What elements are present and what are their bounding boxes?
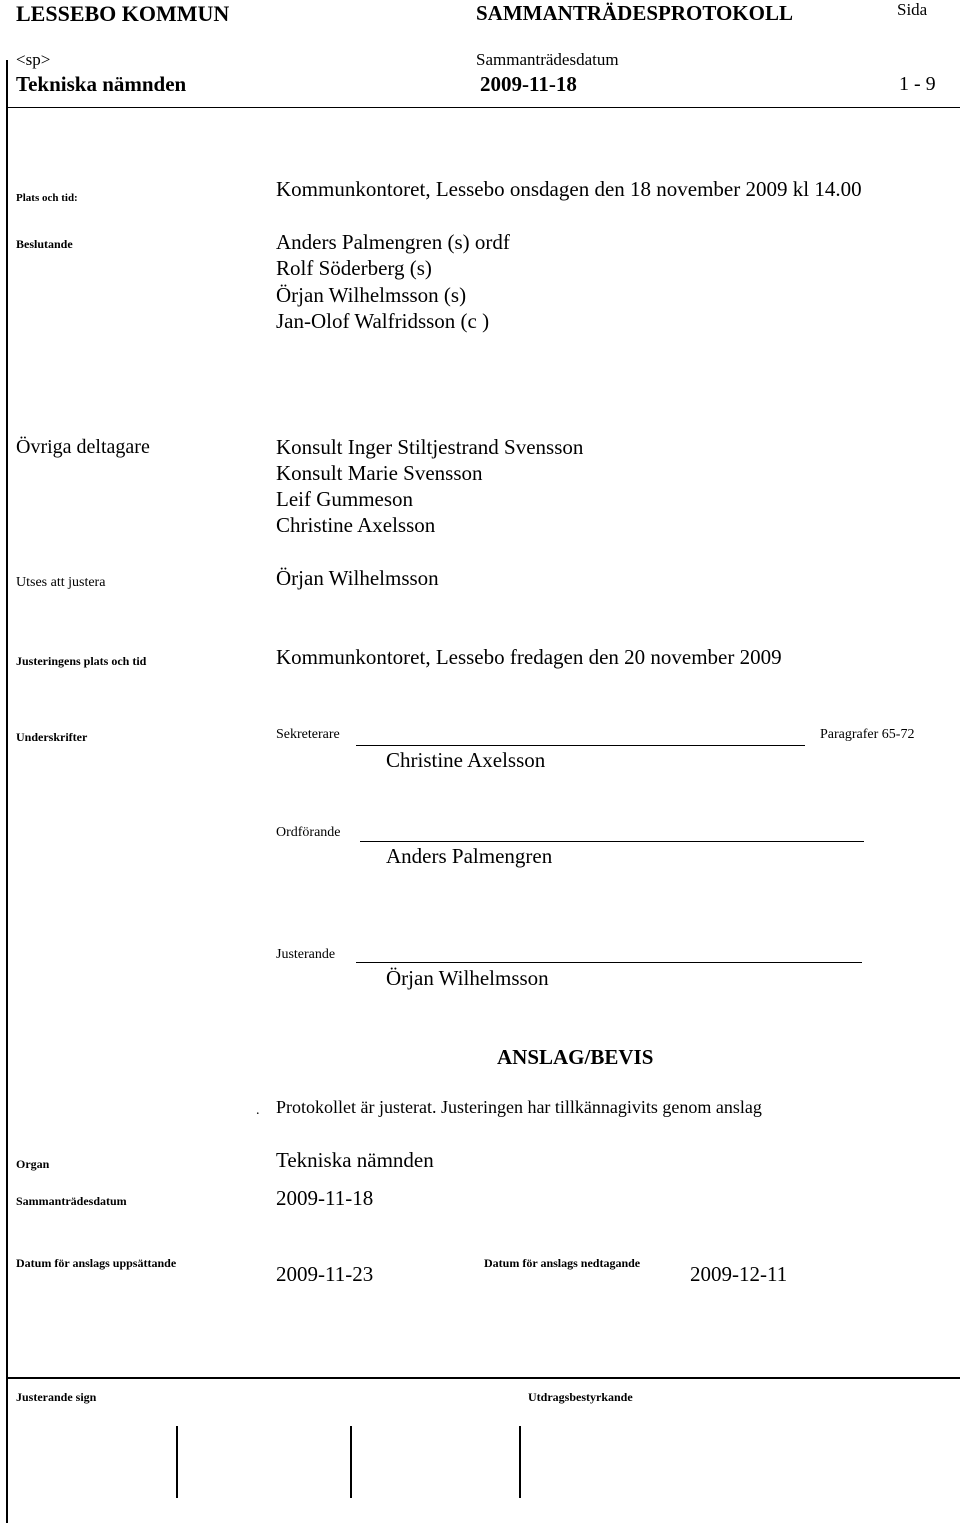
other-1: Konsult Inger Stiltjestrand Svensson — [276, 435, 584, 459]
adjuster-sign-name: Örjan Wilhelmsson — [386, 966, 549, 990]
notice-date-label: Sammanträdesdatum — [16, 1194, 127, 1208]
notice-title: ANSLAG/BEVIS — [497, 1045, 654, 1069]
meeting-date-label: Sammanträdesdatum — [476, 50, 619, 69]
secretary-label: Sekreterare — [276, 727, 340, 742]
page-label: Sida — [897, 0, 928, 19]
adjuster-sign-footer-label: Justerande sign — [16, 1390, 97, 1404]
adjust-place-value: Kommunkontoret, Lessebo fredagen den 20 november 2009 — [276, 645, 782, 669]
decider-2: Rolf Söderberg (s) — [276, 256, 432, 280]
organ-value: Tekniska nämnden — [276, 1148, 434, 1172]
bottom-rule — [6, 1377, 960, 1379]
decider-4: Jan-Olof Walfridsson (c ) — [276, 309, 490, 333]
paragraphs-label-text: Paragrafer — [820, 727, 879, 742]
org-name: LESSEBO KOMMUN — [16, 1, 230, 26]
removed-date-label: Datum för anslags nedtagande — [484, 1256, 641, 1270]
adjuster-signature-line[interactable] — [356, 962, 862, 963]
sign-box-3 — [519, 1426, 521, 1498]
other-4: Christine Axelsson — [276, 513, 436, 537]
excerpt-certification-label: Utdragsbestyrkande — [528, 1390, 633, 1404]
adjuster-name: Örjan Wilhelmsson — [276, 566, 439, 590]
adjuster-sign-label: Justerande — [276, 947, 336, 962]
decider-3: Örjan Wilhelmsson (s) — [276, 283, 467, 307]
chair-label: Ordförande — [276, 825, 341, 840]
posted-date-label: Datum för anslags uppsättande — [16, 1256, 177, 1270]
place-value: Kommunkontoret, Lessebo onsdagen den 18 november 2009 kl 14.00 — [276, 177, 862, 201]
adjust-place-label: Justeringens plats och tid — [16, 654, 147, 668]
adjuster-label: Utses att justera — [16, 575, 106, 590]
page-range: 1 - 9 — [899, 73, 936, 95]
paragraphs-value: 65-72 — [881, 727, 915, 742]
organ-label: Organ — [16, 1157, 50, 1171]
signatures-label: Underskrifter — [16, 730, 88, 744]
sp-tag: <sp> — [16, 50, 51, 69]
sign-box-2 — [350, 1426, 352, 1498]
document-type: SAMMANTRÄDESPROTOKOLL — [476, 1, 793, 25]
committee-name: Tekniska nämnden — [16, 72, 187, 96]
paragraphs-label — [820, 728, 914, 742]
removed-date-value: 2009-12-11 — [690, 1262, 788, 1286]
other-2: Konsult Marie Svensson — [276, 461, 483, 485]
decider-1: Anders Palmengren (s) ordf — [276, 230, 510, 254]
notice-date-value: 2009-11-18 — [276, 1186, 374, 1210]
deciders-label: Beslutande — [16, 237, 73, 251]
other-3: Leif Gummeson — [276, 487, 414, 511]
chair-name: Anders Palmengren — [386, 844, 553, 868]
top-rule — [6, 107, 960, 108]
left-border — [6, 60, 8, 1523]
place-label: Plats och tid: — [16, 192, 78, 204]
secretary-signature-line[interactable] — [356, 745, 805, 746]
posted-date-value: 2009-11-23 — [276, 1262, 374, 1286]
meeting-date: 2009-11-18 — [480, 72, 577, 96]
sign-box-1 — [176, 1426, 178, 1498]
secretary-name: Christine Axelsson — [386, 748, 546, 772]
notice-statement: Protokollet är justerat. Justeringen har tillkännagivits genom anslag — [276, 1097, 762, 1117]
chair-signature-line[interactable] — [360, 841, 864, 842]
notice-dot: . — [256, 1103, 260, 1118]
others-label: Övriga deltagare — [16, 436, 150, 458]
